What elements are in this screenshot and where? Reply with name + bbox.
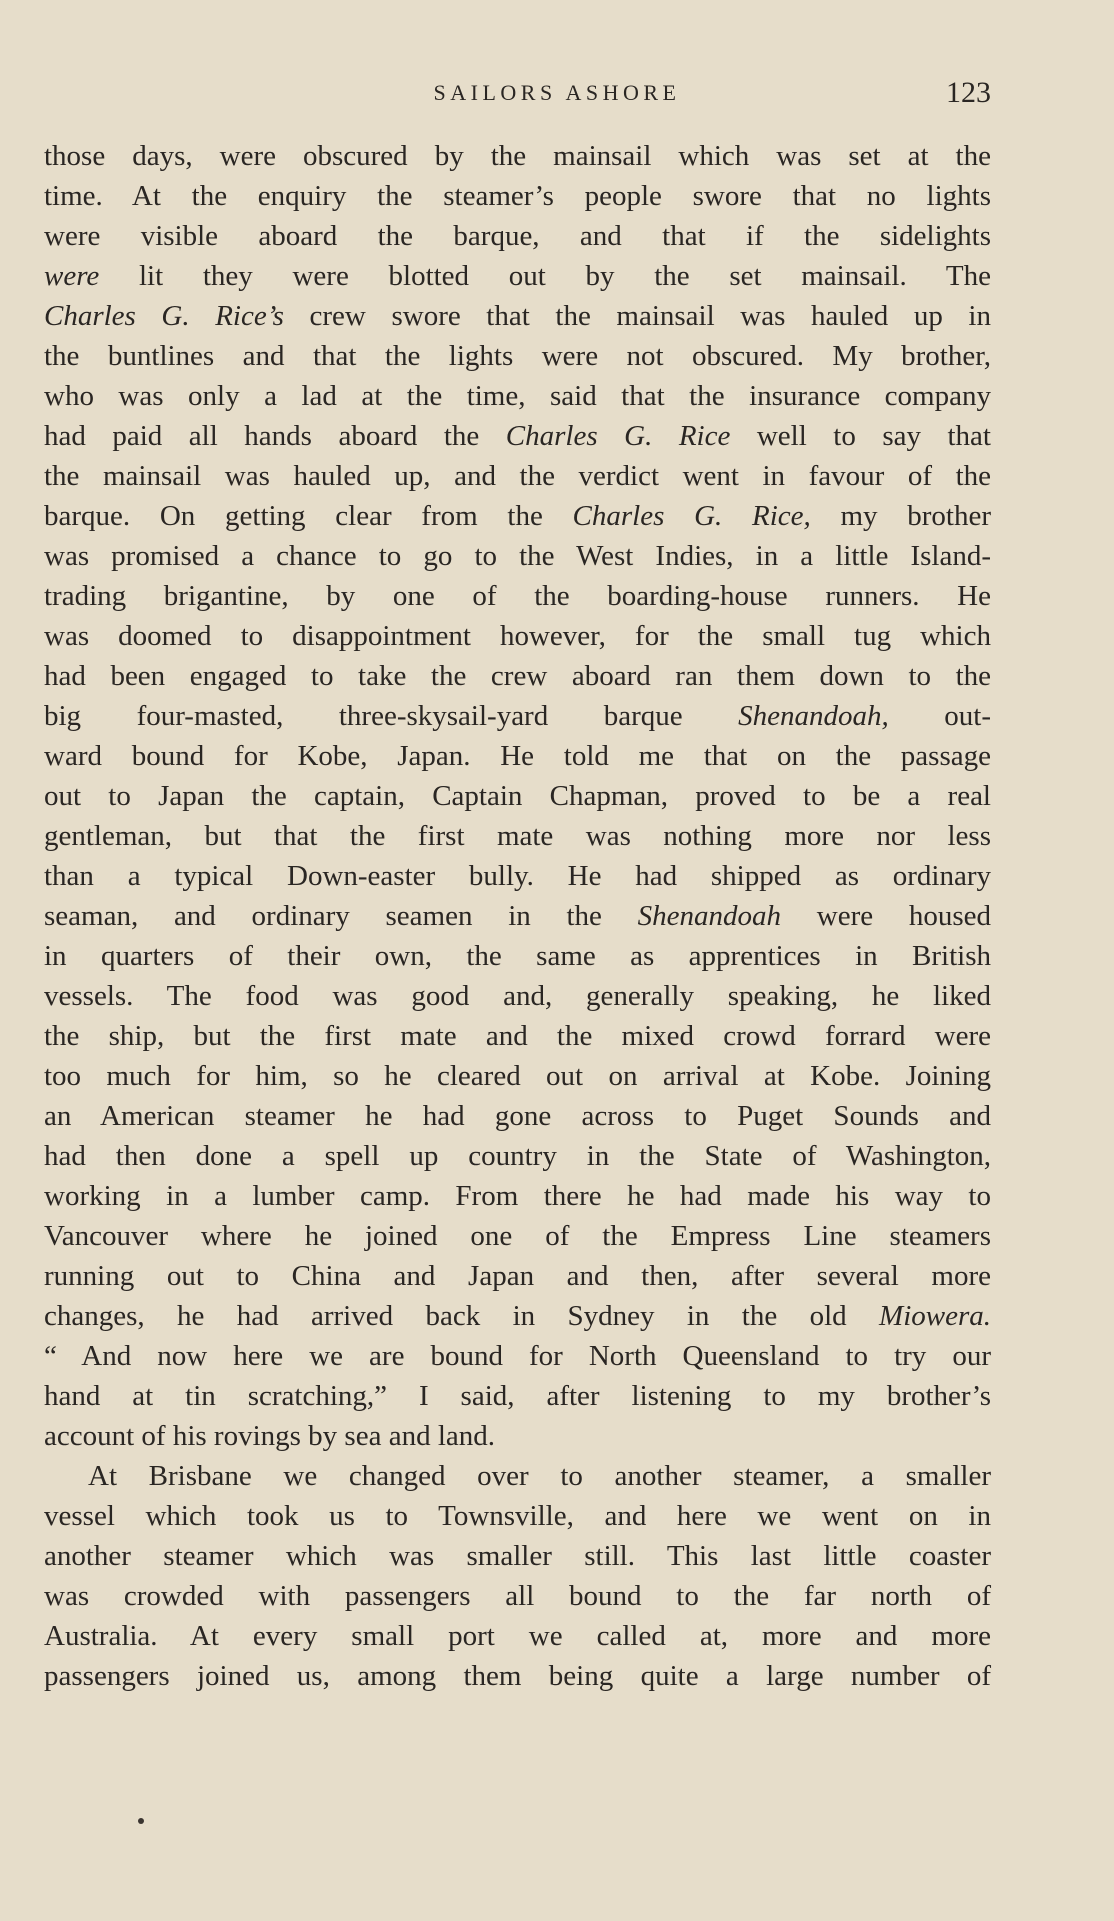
text-segment: too much for him, so he cleared out on arrival at Kobe. Joining	[44, 1060, 991, 1092]
italic-text-segment: Charles G. Rice	[505, 420, 731, 452]
text-line	[44, 136, 991, 176]
text-segment: Australia. At every small port we called at, more and more	[44, 1620, 991, 1652]
page-number: 123	[946, 76, 991, 109]
text-segment: big four-masted, three-skysail-yard barque	[44, 700, 739, 732]
text-segment: barque. On getting clear from the	[44, 500, 573, 532]
text-line	[44, 1496, 991, 1536]
text-segment: working in a lumber camp. From there he had made his way to	[44, 1180, 991, 1212]
text-line	[44, 496, 991, 536]
text-line	[44, 216, 991, 256]
text-segment: those days, were obscured by the mainsail which was set at the	[44, 140, 991, 172]
text-line	[44, 576, 991, 616]
text-line	[44, 1656, 991, 1696]
text-line	[44, 1056, 991, 1096]
text-line	[44, 256, 991, 296]
text-line	[44, 336, 991, 376]
text-segment: an American steamer he had gone across to Puget Sounds and	[44, 1100, 991, 1132]
text-segment: than a typical Down-easter bully. He had shipped as ordinary	[44, 860, 991, 892]
text-segment: ward bound for Kobe, Japan. He told me that on the passage	[44, 740, 991, 772]
text-segment: the ship, but the first mate and the mixed crowd forrard were	[44, 1020, 991, 1052]
italic-text-segment: were	[44, 260, 100, 292]
text-segment: vessels. The food was good and, generally speaking, he liked	[44, 980, 991, 1012]
text-line	[44, 1336, 991, 1376]
text-segment: were housed	[781, 900, 991, 932]
text-line	[44, 856, 991, 896]
text-segment: At Brisbane we changed over to another steamer, a smaller	[88, 1460, 991, 1492]
text-segment: who was only a lad at the time, said that the insurance company	[44, 380, 991, 412]
text-segment: trading brigantine, by one of the boarding-house runners. He	[44, 580, 991, 612]
text-line	[44, 1176, 991, 1216]
text-line	[44, 536, 991, 576]
text-line	[44, 456, 991, 496]
text-segment: another steamer which was smaller still. This last little coaster	[44, 1540, 991, 1572]
text-segment: lit they were blotted out by the set mainsail. The	[99, 260, 991, 292]
italic-text-segment: Charles G. Rice,	[572, 500, 811, 532]
text-line	[44, 1136, 991, 1176]
text-segment: Vancouver where he joined one of the Empress Line steamers	[44, 1220, 991, 1252]
text-line	[44, 1016, 991, 1056]
text-segment: changes, he had arrived back in Sydney in the old	[44, 1300, 880, 1332]
text-line	[44, 736, 991, 776]
text-line	[44, 1256, 991, 1296]
text-line	[44, 1296, 991, 1336]
text-line	[44, 976, 991, 1016]
text-line	[44, 1456, 991, 1496]
italic-text-segment: Shenandoah,	[738, 700, 889, 732]
paper-speck	[138, 1818, 144, 1824]
text-segment: running out to China and Japan and then, after several more	[44, 1260, 991, 1292]
text-line	[44, 416, 991, 456]
text-line	[44, 376, 991, 416]
text-line	[44, 776, 991, 816]
text-line	[44, 1616, 991, 1656]
text-line	[44, 936, 991, 976]
text-segment: was doomed to disappointment however, for the small tug which	[44, 620, 991, 652]
text-segment: in quarters of their own, the same as apprentices in British	[44, 940, 991, 972]
text-segment: passengers joined us, among them being quite a large number of	[44, 1660, 991, 1692]
text-segment: had then done a spell up country in the State of Washington,	[44, 1140, 991, 1172]
text-segment: seaman, and ordinary seamen in the	[44, 900, 638, 932]
text-line	[44, 896, 991, 936]
italic-text-segment: Charles G. Rice’s	[44, 300, 284, 332]
text-segment: gentleman, but that the first mate was nothing more nor less	[44, 820, 991, 852]
text-line	[44, 1536, 991, 1576]
running-title: SAILORS ASHORE	[433, 80, 681, 105]
text-line	[44, 176, 991, 216]
text-line	[44, 696, 991, 736]
italic-text-segment: Miowera.	[879, 1300, 991, 1332]
text-line	[44, 1576, 991, 1616]
text-line	[44, 616, 991, 656]
text-segment: the mainsail was hauled up, and the verdict went in favour of the	[44, 460, 991, 492]
text-segment: crew swore that the mainsail was hauled up in	[283, 300, 991, 332]
text-segment: had been engaged to take the crew aboard ran them down to the	[44, 660, 991, 692]
text-line	[44, 1096, 991, 1136]
text-segment: well to say that	[730, 420, 991, 452]
text-segment: “ And now here we are bound for North Queensland to try our	[44, 1340, 991, 1372]
text-line	[44, 1216, 991, 1256]
text-line	[44, 816, 991, 856]
text-segment: were visible aboard the barque, and that if the sidelights	[44, 220, 991, 252]
text-line	[44, 1376, 991, 1416]
text-line	[44, 656, 991, 696]
text-segment: had paid all hands aboard the	[44, 420, 506, 452]
text-segment: was promised a chance to go to the West Indies, in a little Island-	[44, 540, 991, 572]
text-line	[44, 296, 991, 336]
text-segment: hand at tin scratching,” I said, after listening to my brother’s	[44, 1380, 991, 1412]
text-segment: my brother	[810, 500, 991, 532]
text-segment: time. At the enquiry the steamer’s people swore that no lights	[44, 180, 991, 212]
text-segment: out to Japan the captain, Captain Chapman, proved to be a real	[44, 780, 991, 812]
body-text	[44, 136, 991, 1696]
text-segment: vessel which took us to Townsville, and here we went on in	[44, 1500, 991, 1532]
running-head	[0, 76, 1114, 110]
text-segment: out-	[888, 700, 991, 732]
text-segment: the buntlines and that the lights were not obscured. My brother,	[44, 340, 991, 372]
text-segment: account of his rovings by sea and land.	[44, 1420, 496, 1452]
italic-text-segment: Shenandoah	[637, 900, 782, 932]
text-line	[44, 1416, 991, 1456]
text-segment: was crowded with passengers all bound to the far north of	[44, 1580, 991, 1612]
